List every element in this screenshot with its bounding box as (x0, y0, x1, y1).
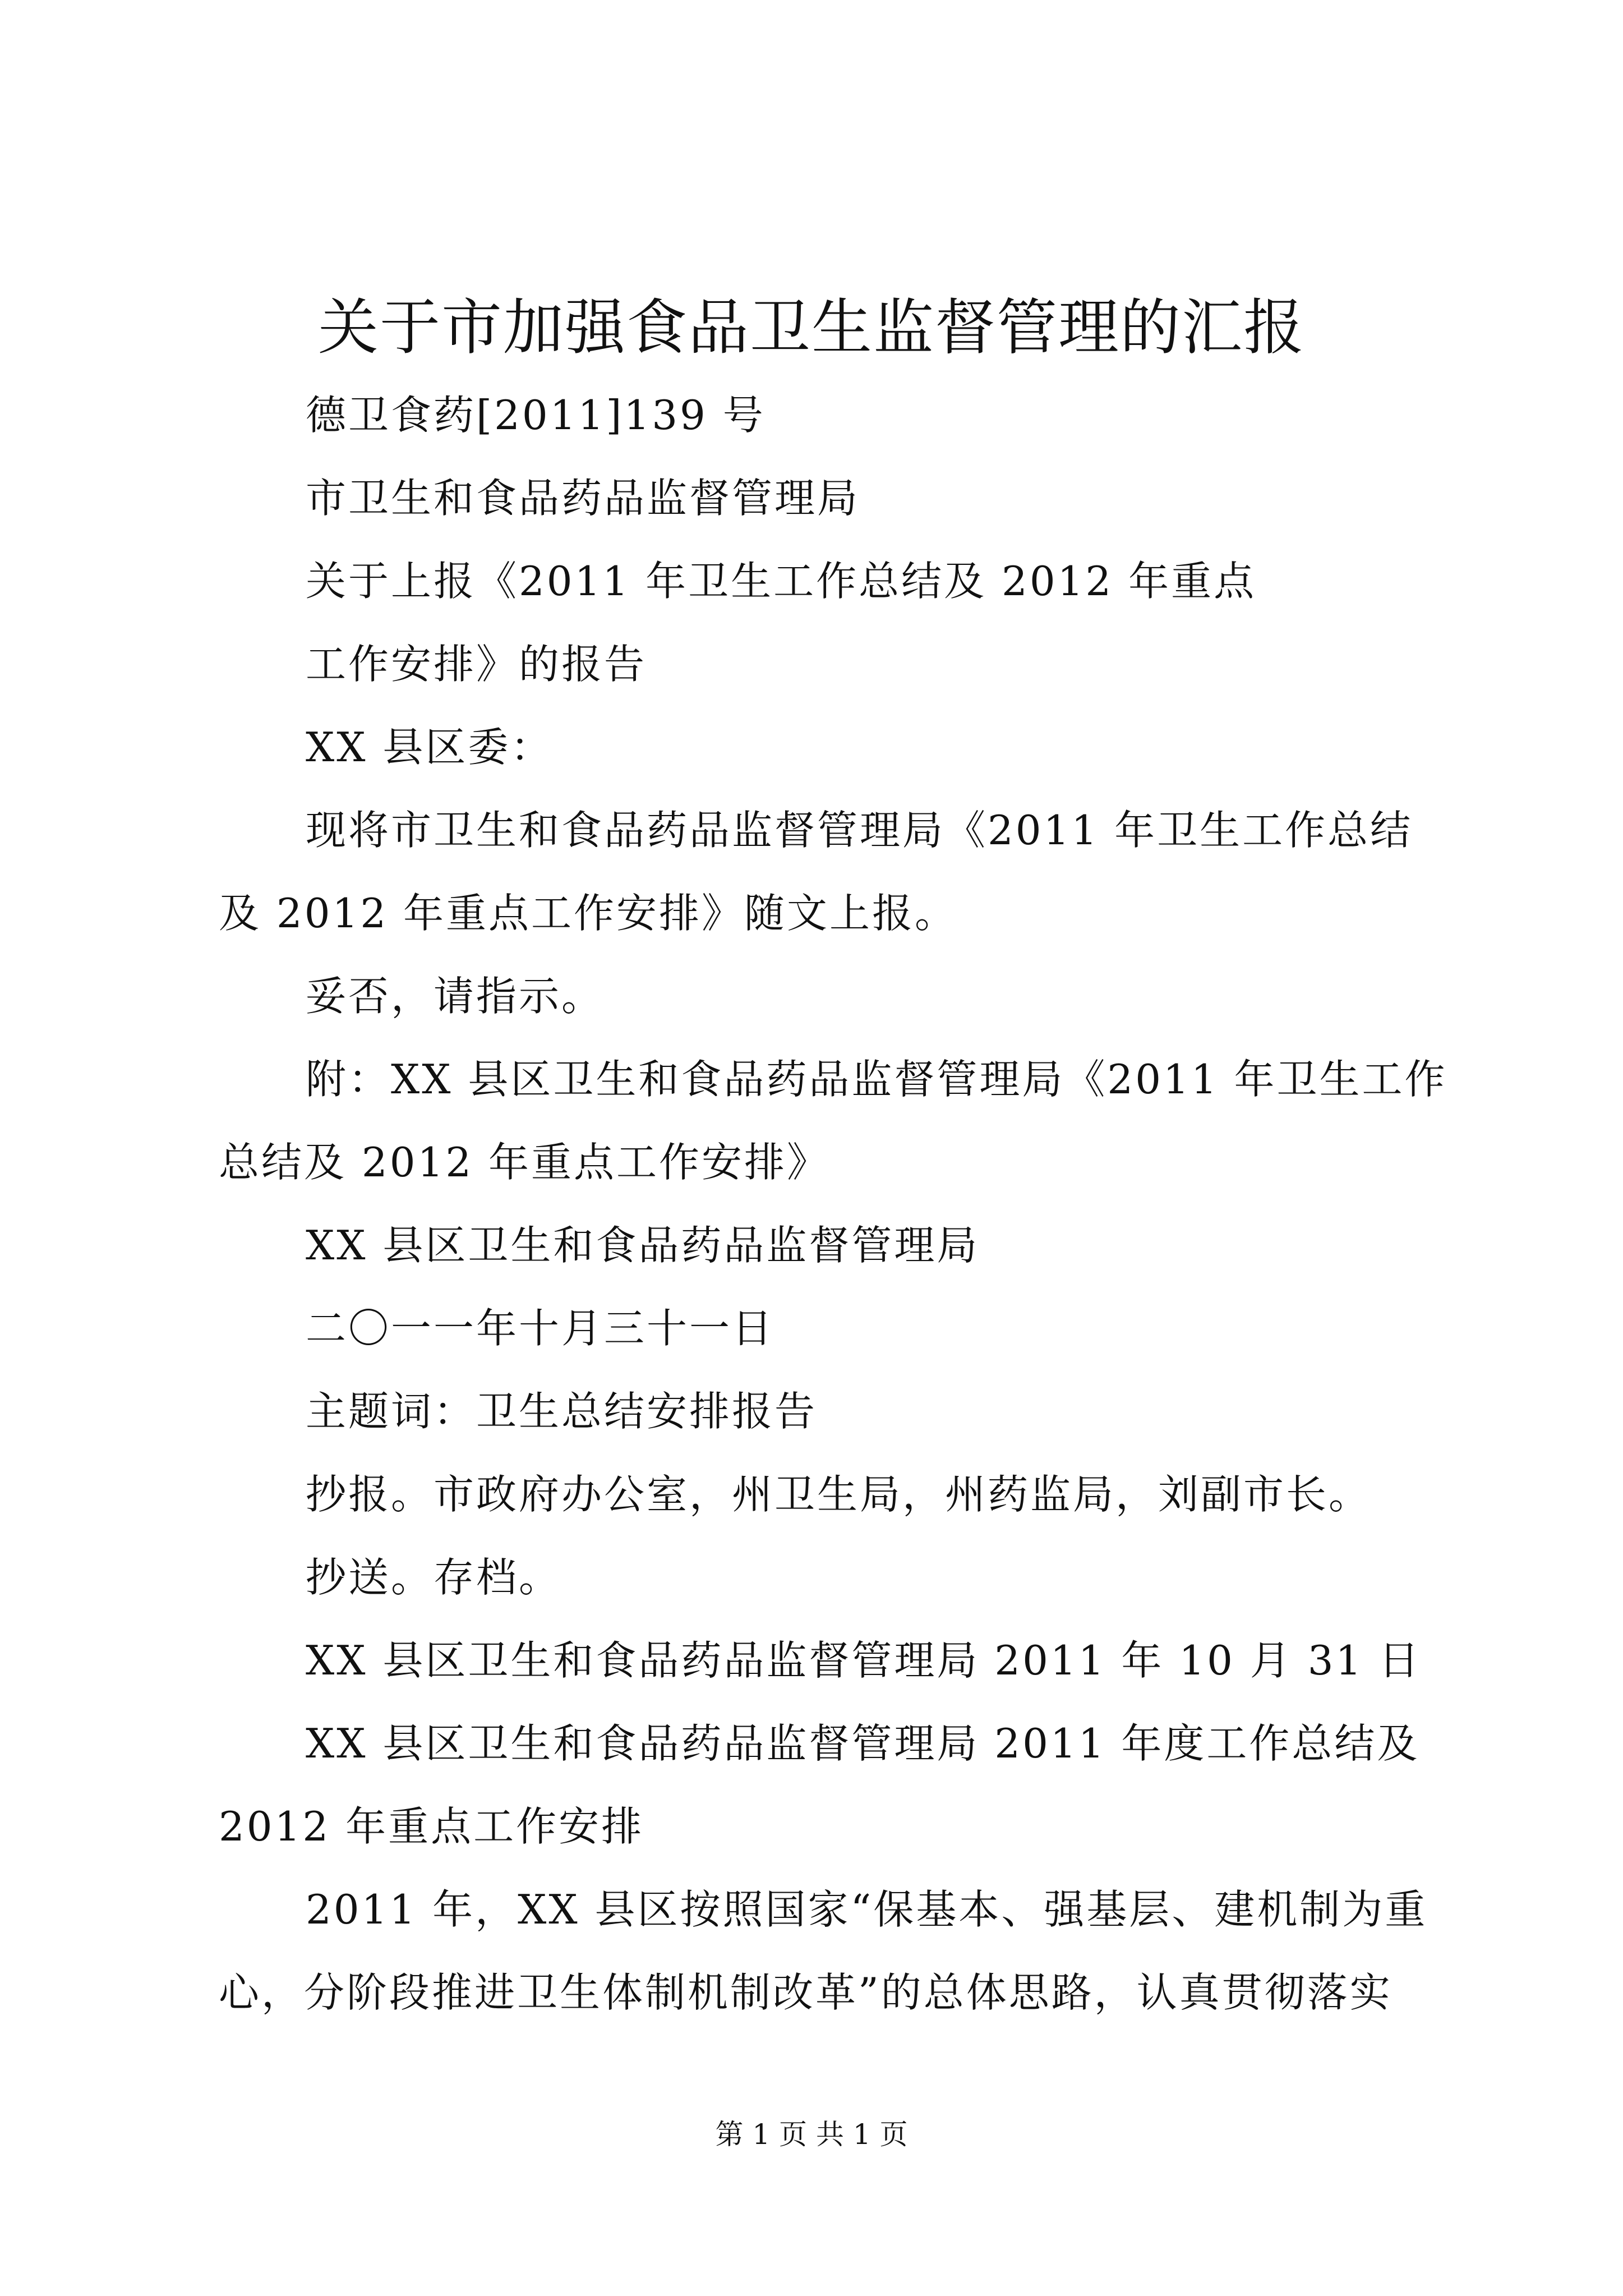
request-line: 妥否，请指示。 (306, 973, 605, 1020)
body-paragraph-1-line-1: 现将市卫生和食品药品监督管理局《2011 年卫生工作总结 (306, 807, 1413, 854)
issuer-line: 市卫生和食品药品监督管理局 (306, 475, 860, 522)
subject-line-1: 关于上报《2011 年卫生工作总结及 2012 年重点 (306, 558, 1257, 605)
summary-title-line-1: XX 县区卫生和食品药品监督管理局 2011 年度工作总结及 (306, 1720, 1420, 1767)
document-title: 关于市加强食品卫生监督管理的汇报 (317, 293, 1305, 363)
cc-send-line: 抄送。存档。 (306, 1554, 562, 1601)
doc-number-line: 德卫食药[2011]139 号 (306, 392, 766, 439)
summary-body-line-2: 心，分阶段推进卫生体制机制改革”的总体思路，认真贯彻落实 (219, 1969, 1393, 2016)
attachment-line-1: 附：XX 县区卫生和食品药品监督管理局《2011 年卫生工作 (306, 1056, 1447, 1103)
subject-line-2: 工作安排》的报告 (306, 641, 647, 688)
signature-date-line: 二〇一一年十月三十一日 (306, 1305, 775, 1352)
body-paragraph-1-line-2: 及 2012 年重点工作安排》随文上报。 (219, 890, 958, 937)
recipient-line: XX 县区委： (306, 724, 554, 771)
summary-title-line-2: 2012 年重点工作安排 (219, 1803, 644, 1850)
summary-body-line-1: 2011 年，XX 县区按照国家“保基本、强基层、建机制为重 (306, 1886, 1428, 1933)
signature-org-line: XX 县区卫生和食品药品监督管理局 (306, 1222, 980, 1269)
issue-date-line: XX 县区卫生和食品药品监督管理局 2011 年 10 月 31 日 (306, 1637, 1422, 1684)
cc-report-line: 抄报。市政府办公室，州卫生局，州药监局，刘副市长。 (306, 1471, 1372, 1518)
page-footer: 第 1 页 共 1 页 (715, 2118, 908, 2151)
attachment-line-2: 总结及 2012 年重点工作安排》 (219, 1139, 830, 1186)
keywords-line: 主题词：卫生总结安排报告 (306, 1388, 818, 1435)
